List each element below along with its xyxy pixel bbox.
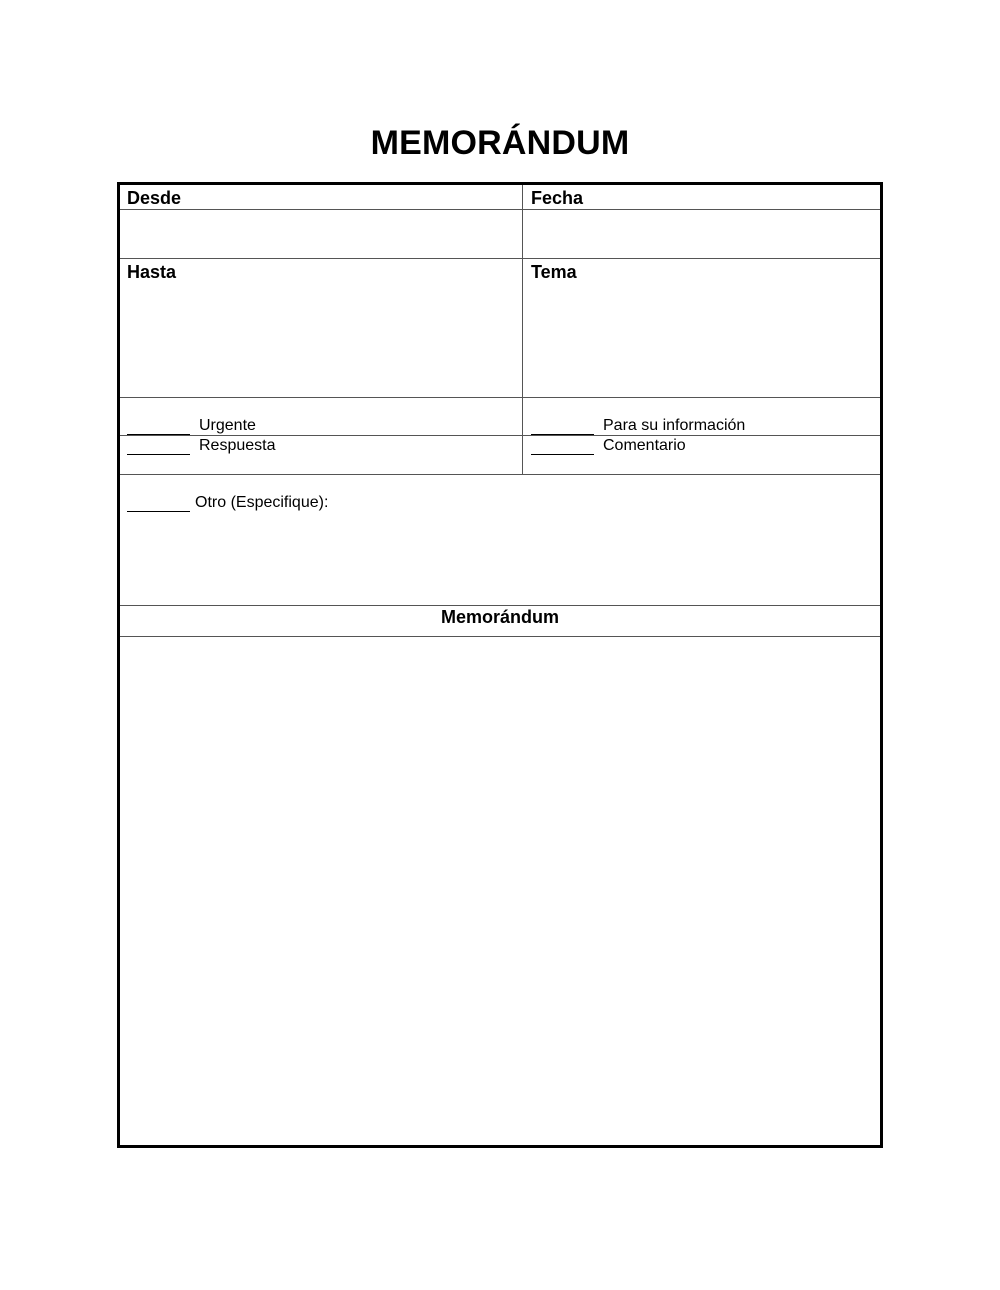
- divider: [120, 435, 880, 436]
- option-reply[interactable]: [127, 437, 276, 455]
- divider: [120, 605, 880, 606]
- other-blank[interactable]: [127, 497, 190, 512]
- divider: [120, 397, 880, 398]
- option-urgent[interactable]: [127, 417, 256, 435]
- memo-form: [117, 182, 883, 1148]
- option-other[interactable]: [127, 494, 328, 512]
- option-for-information[interactable]: [531, 417, 745, 435]
- page-title: MEMORÁNDUM: [370, 124, 630, 162]
- reply-blank[interactable]: [127, 440, 190, 455]
- divider: [120, 474, 880, 475]
- other-field[interactable]: [120, 515, 880, 605]
- memo-section-title: Memorándum: [440, 607, 559, 627]
- reply-label: Respuesta: [199, 437, 276, 454]
- to-field[interactable]: [120, 285, 522, 397]
- option-comment[interactable]: [531, 437, 686, 455]
- for-information-label: Para su información: [603, 417, 746, 434]
- to-label: Hasta: [127, 262, 177, 282]
- urgent-label: Urgente: [199, 417, 256, 434]
- comment-label: Comentario: [603, 437, 686, 454]
- from-field[interactable]: [120, 210, 522, 258]
- subject-field[interactable]: [523, 285, 880, 397]
- date-label: Fecha: [531, 188, 584, 208]
- subject-label: Tema: [531, 262, 577, 282]
- comment-blank[interactable]: [531, 440, 594, 455]
- from-label: Desde: [127, 188, 182, 208]
- divider: [120, 258, 880, 259]
- date-field[interactable]: [523, 210, 880, 258]
- urgent-blank[interactable]: [127, 420, 190, 435]
- for-information-blank[interactable]: [531, 420, 594, 435]
- other-label: Otro (Especifique):: [195, 494, 329, 511]
- memo-body-field[interactable]: [120, 637, 880, 1145]
